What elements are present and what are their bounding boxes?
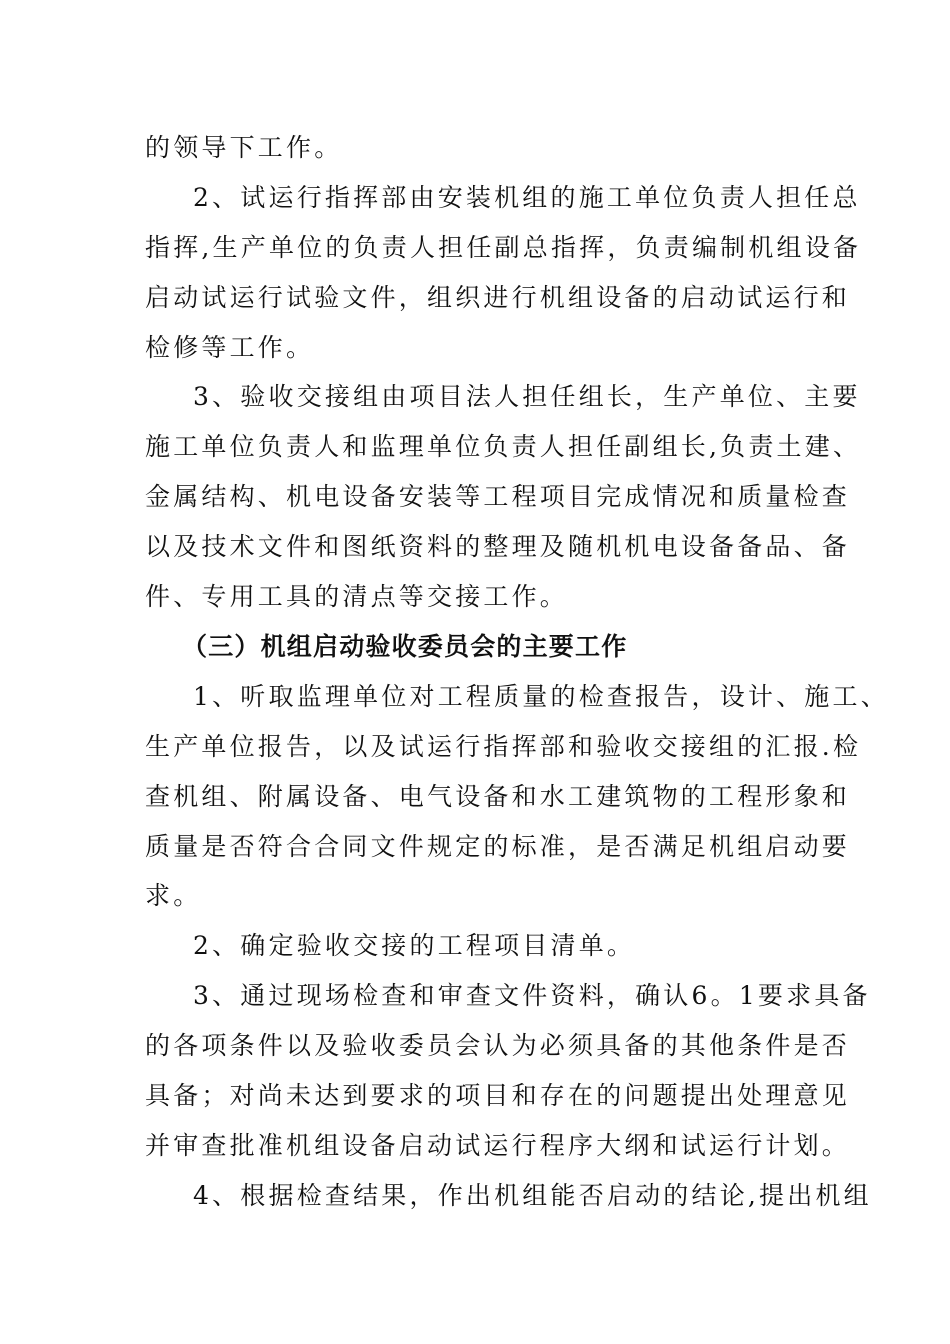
paragraph-line: 2、确定验收交接的工程项目清单。: [193, 931, 636, 960]
paragraph-line: 3、通过现场检查和审查文件资料，确认6。1要求具备: [193, 981, 871, 1010]
paragraph-line: 4、根据检查结果，作出机组能否启动的结论,提出机组: [193, 1181, 872, 1210]
paragraph-line: 生产单位报告，以及试运行指挥部和验收交接组的汇报.检: [145, 732, 862, 761]
paragraph-line: 金属结构、机电设备安装等工程项目完成情况和质量检查: [145, 482, 851, 511]
paragraph-line: 以及技术文件和图纸资料的整理及随机机电设备备品、备: [145, 532, 851, 561]
section-heading: （三）机组启动验收委员会的主要工作: [182, 632, 628, 661]
paragraph-line: 2、试运行指挥部由安装机组的施工单位负责人担任总: [193, 183, 861, 212]
paragraph-line: 件、专用工具的清点等交接工作。: [145, 582, 569, 611]
paragraph-line: 并审查批准机组设备启动试运行程序大纲和试运行计划。: [145, 1131, 851, 1160]
paragraph-line: 指挥,生产单位的负责人担任副总指挥，负责编制机组设备: [145, 233, 862, 262]
paragraph-line: 具备；对尚未达到要求的项目和存在的问题提出处理意见: [145, 1081, 851, 1110]
paragraph-line: 质量是否符合合同文件规定的标准，是否满足机组启动要: [145, 832, 851, 861]
paragraph-line: 查机组、附属设备、电气设备和水工建筑物的工程形象和: [145, 782, 851, 811]
paragraph-line: 的各项条件以及验收委员会认为必须具备的其他条件是否: [145, 1031, 851, 1060]
paragraph-line: 3、验收交接组由项目法人担任组长，生产单位、主要: [193, 382, 861, 411]
paragraph-line: 1、听取监理单位对工程质量的检查报告，设计、施工、: [193, 682, 889, 711]
paragraph-line: 求。: [145, 881, 202, 910]
paragraph-line: 检修等工作。: [145, 333, 315, 362]
paragraph-line: 启动试运行试验文件，组织进行机组设备的启动试运行和: [145, 283, 851, 312]
paragraph-line: 施工单位负责人和监理单位负责人担任副组长,负责土建、: [145, 432, 862, 461]
paragraph-line: 的领导下工作。: [145, 133, 343, 162]
